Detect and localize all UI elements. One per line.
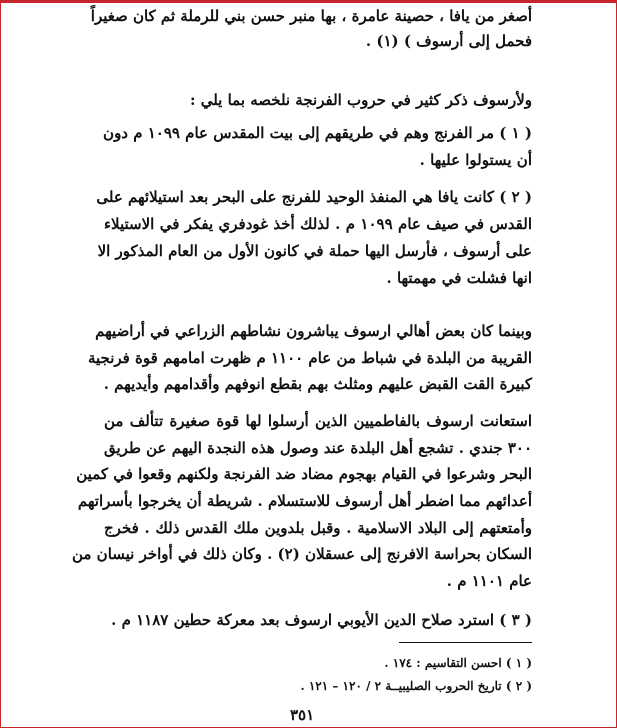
text-line: السكان بحراسة الافرنج إلى عسقلان (٢) . وكان ذلك في أواخر نيسان من: [72, 545, 532, 563]
text-line: كبيرة القت القبض عليهم ومثلث بهم بقطع انوفهم وأقدامهم وأيديهم .: [103, 375, 532, 393]
footnote-divider: [399, 642, 532, 643]
text-line: وأمتعتهم إلى البلاد الاسلامية . وقبل بلدوين ملك القدس ذلك . فخرج: [104, 519, 532, 537]
text-line: استعانت ارسوف بالفاطميين الذين أرسلوا لها قوة صغيرة تتألف من: [104, 412, 532, 430]
section-intro: ولأرسوف ذكر كثير في حروب الفرنجة نلخصه بما يلي :: [189, 91, 532, 109]
text-line: أن يستولوا عليها .: [419, 151, 532, 169]
text-line: عام ١١٠١ م .: [446, 572, 532, 590]
text-line: على أرسوف ، فأرسل اليها حملة في كانون الأول من العام المذكور الا: [97, 242, 532, 260]
footnote-2: ( ٢ ) تاريخ الحروب الصليبيــة ٢ / ١٢٠ – ١٢١ .: [300, 679, 532, 693]
page-number: ٣٥١: [290, 706, 315, 724]
text-line: أصغر من يافا ، حصينة عامرة ، بها منبر حسن بني للرملة ثم كان صغيراً: [90, 7, 532, 25]
text-line: البحر وشرعوا في القيام بهجوم مضاد ضد الفرنجة ولكنهم وقعوا في كمين: [76, 465, 532, 483]
footnote-1: ( ١ ) احسن التقاسيم : ١٧٤ .: [384, 656, 532, 670]
text-line: ( ١ ) مر الفرنج وهم في طريقهم إلى بيت المقدس عام ١٠٩٩ م دون: [103, 124, 532, 142]
text-line: ٣٠٠ جندي . تشجع أهل البلدة عند وصول هذه النجدة اليهم عن طريق: [104, 439, 532, 457]
text-line: أعدائهم مما اضطر أهل أرسوف للاستسلام . شريطة أن يخرجوا بأسراتهم: [77, 492, 532, 510]
text-line: فحمل إلى أرسوف ) (١) .: [365, 32, 532, 50]
text-line: القريبة من البلدة في شباط من عام ١١٠٠ م ظهرت امامهم قوة فرنجية: [87, 349, 532, 367]
text-line: القدس في صيف عام ١٠٩٩ م . لذلك أخذ غودفري يفكر في الاستيلاء: [104, 215, 533, 233]
text-line: وبينما كان بعض أهالي ارسوف يباشرون نشاطهم الزراعي في أراضيهم: [95, 322, 532, 340]
text-line: انها فشلت في مهمتها .: [386, 269, 532, 287]
text-line: ( ٣ ) استرد صلاح الدين الأيوبي ارسوف بعد معركة حطين ١١٨٧ م .: [111, 611, 532, 629]
text-line: ( ٢ ) كانت يافا هي المنفذ الوحيد للفرنج على البحر بعد استيلائهم على: [96, 188, 532, 206]
